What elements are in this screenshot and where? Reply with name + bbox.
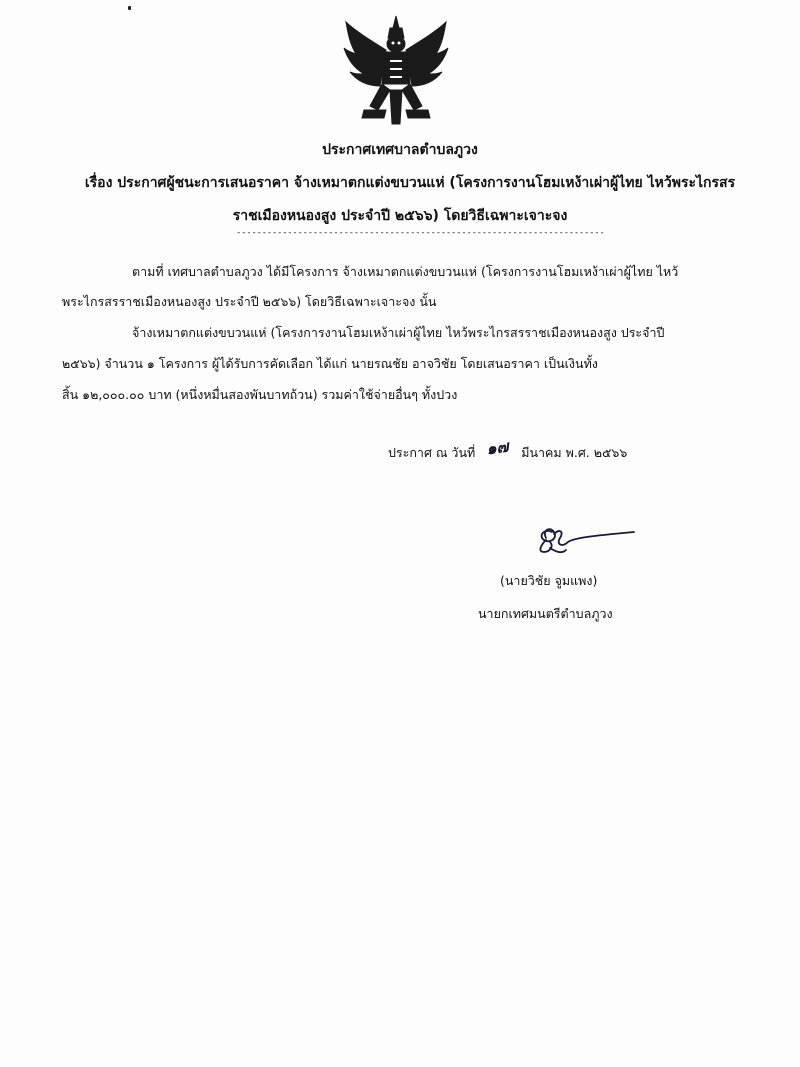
subject-line-2: ราชเมืองหนองสูง ประจำปี ๒๕๖๖) โดยวิธีเฉพาะเจาะจง	[232, 208, 568, 224]
subject-line-1: เรื่อง ประกาศผู้ชนะการเสนอราคา จ้างเหมาตกแต่งขบวนแห่ (โครงการงานโฮมเหง้าเผ่าผู้ไทย ไหว้พระไกรสร	[84, 175, 736, 191]
scan-speck	[128, 6, 131, 10]
paragraph-2-line-3: สิ้น ๑๒,๐๐๐.๐๐ บาท (หนึ่งหมื่นสองพันบาทถ้วน) รวมค่าใช้จ่ายอื่นๆ ทั้งปวง	[62, 387, 458, 402]
header-divider: ------------------------------------------------------------------------	[236, 228, 605, 238]
paragraph-1-line-1: ตามที่ เทศบาลตำบลภูวง ได้มีโครงการ จ้างเหมาตกแต่งขบวนแห่ (โครงการงานโฮมเหง้าเผ่าผู้ไทย ไหว้	[132, 264, 679, 279]
date-day-handwritten: ๑๗	[485, 436, 510, 459]
paragraph-2-line-2: ๒๕๖๖) จำนวน ๑ โครงการ ผู้ได้รับการคัดเลือก ได้แก่ นายรณชัย อาจวิชัย โดยเสนอราคา เป็นเงินทั้ง	[62, 356, 598, 371]
paragraph-2-line-1: จ้างเหมาตกแต่งขบวนแห่ (โครงการงานโฮมเหง้าเผ่าผู้ไทย ไหว้พระไกรสรราชเมืองหนองสูง ประจำปี	[132, 325, 665, 340]
paragraph-1-line-2: พระไกรสรราชเมืองหนองสูง ประจำปี ๒๕๖๖) โดยวิธีเฉพาะเจาะจง นั้น	[62, 294, 437, 309]
signer-name: (นายวิชัย จูมแพง)	[500, 573, 598, 588]
garuda-emblem-icon	[340, 14, 452, 130]
announcement-date	[388, 436, 628, 465]
date-suffix: มีนาคม พ.ศ. ๒๕๖๖	[521, 445, 628, 460]
date-prefix: ประกาศ ณ วันที่	[388, 445, 476, 460]
announcement-title: ประกาศเทศบาลตำบลภูวง	[322, 142, 478, 158]
handwritten-signature	[530, 518, 640, 564]
signer-position: นายกเทศมนตรีตำบลภูวง	[478, 606, 613, 621]
